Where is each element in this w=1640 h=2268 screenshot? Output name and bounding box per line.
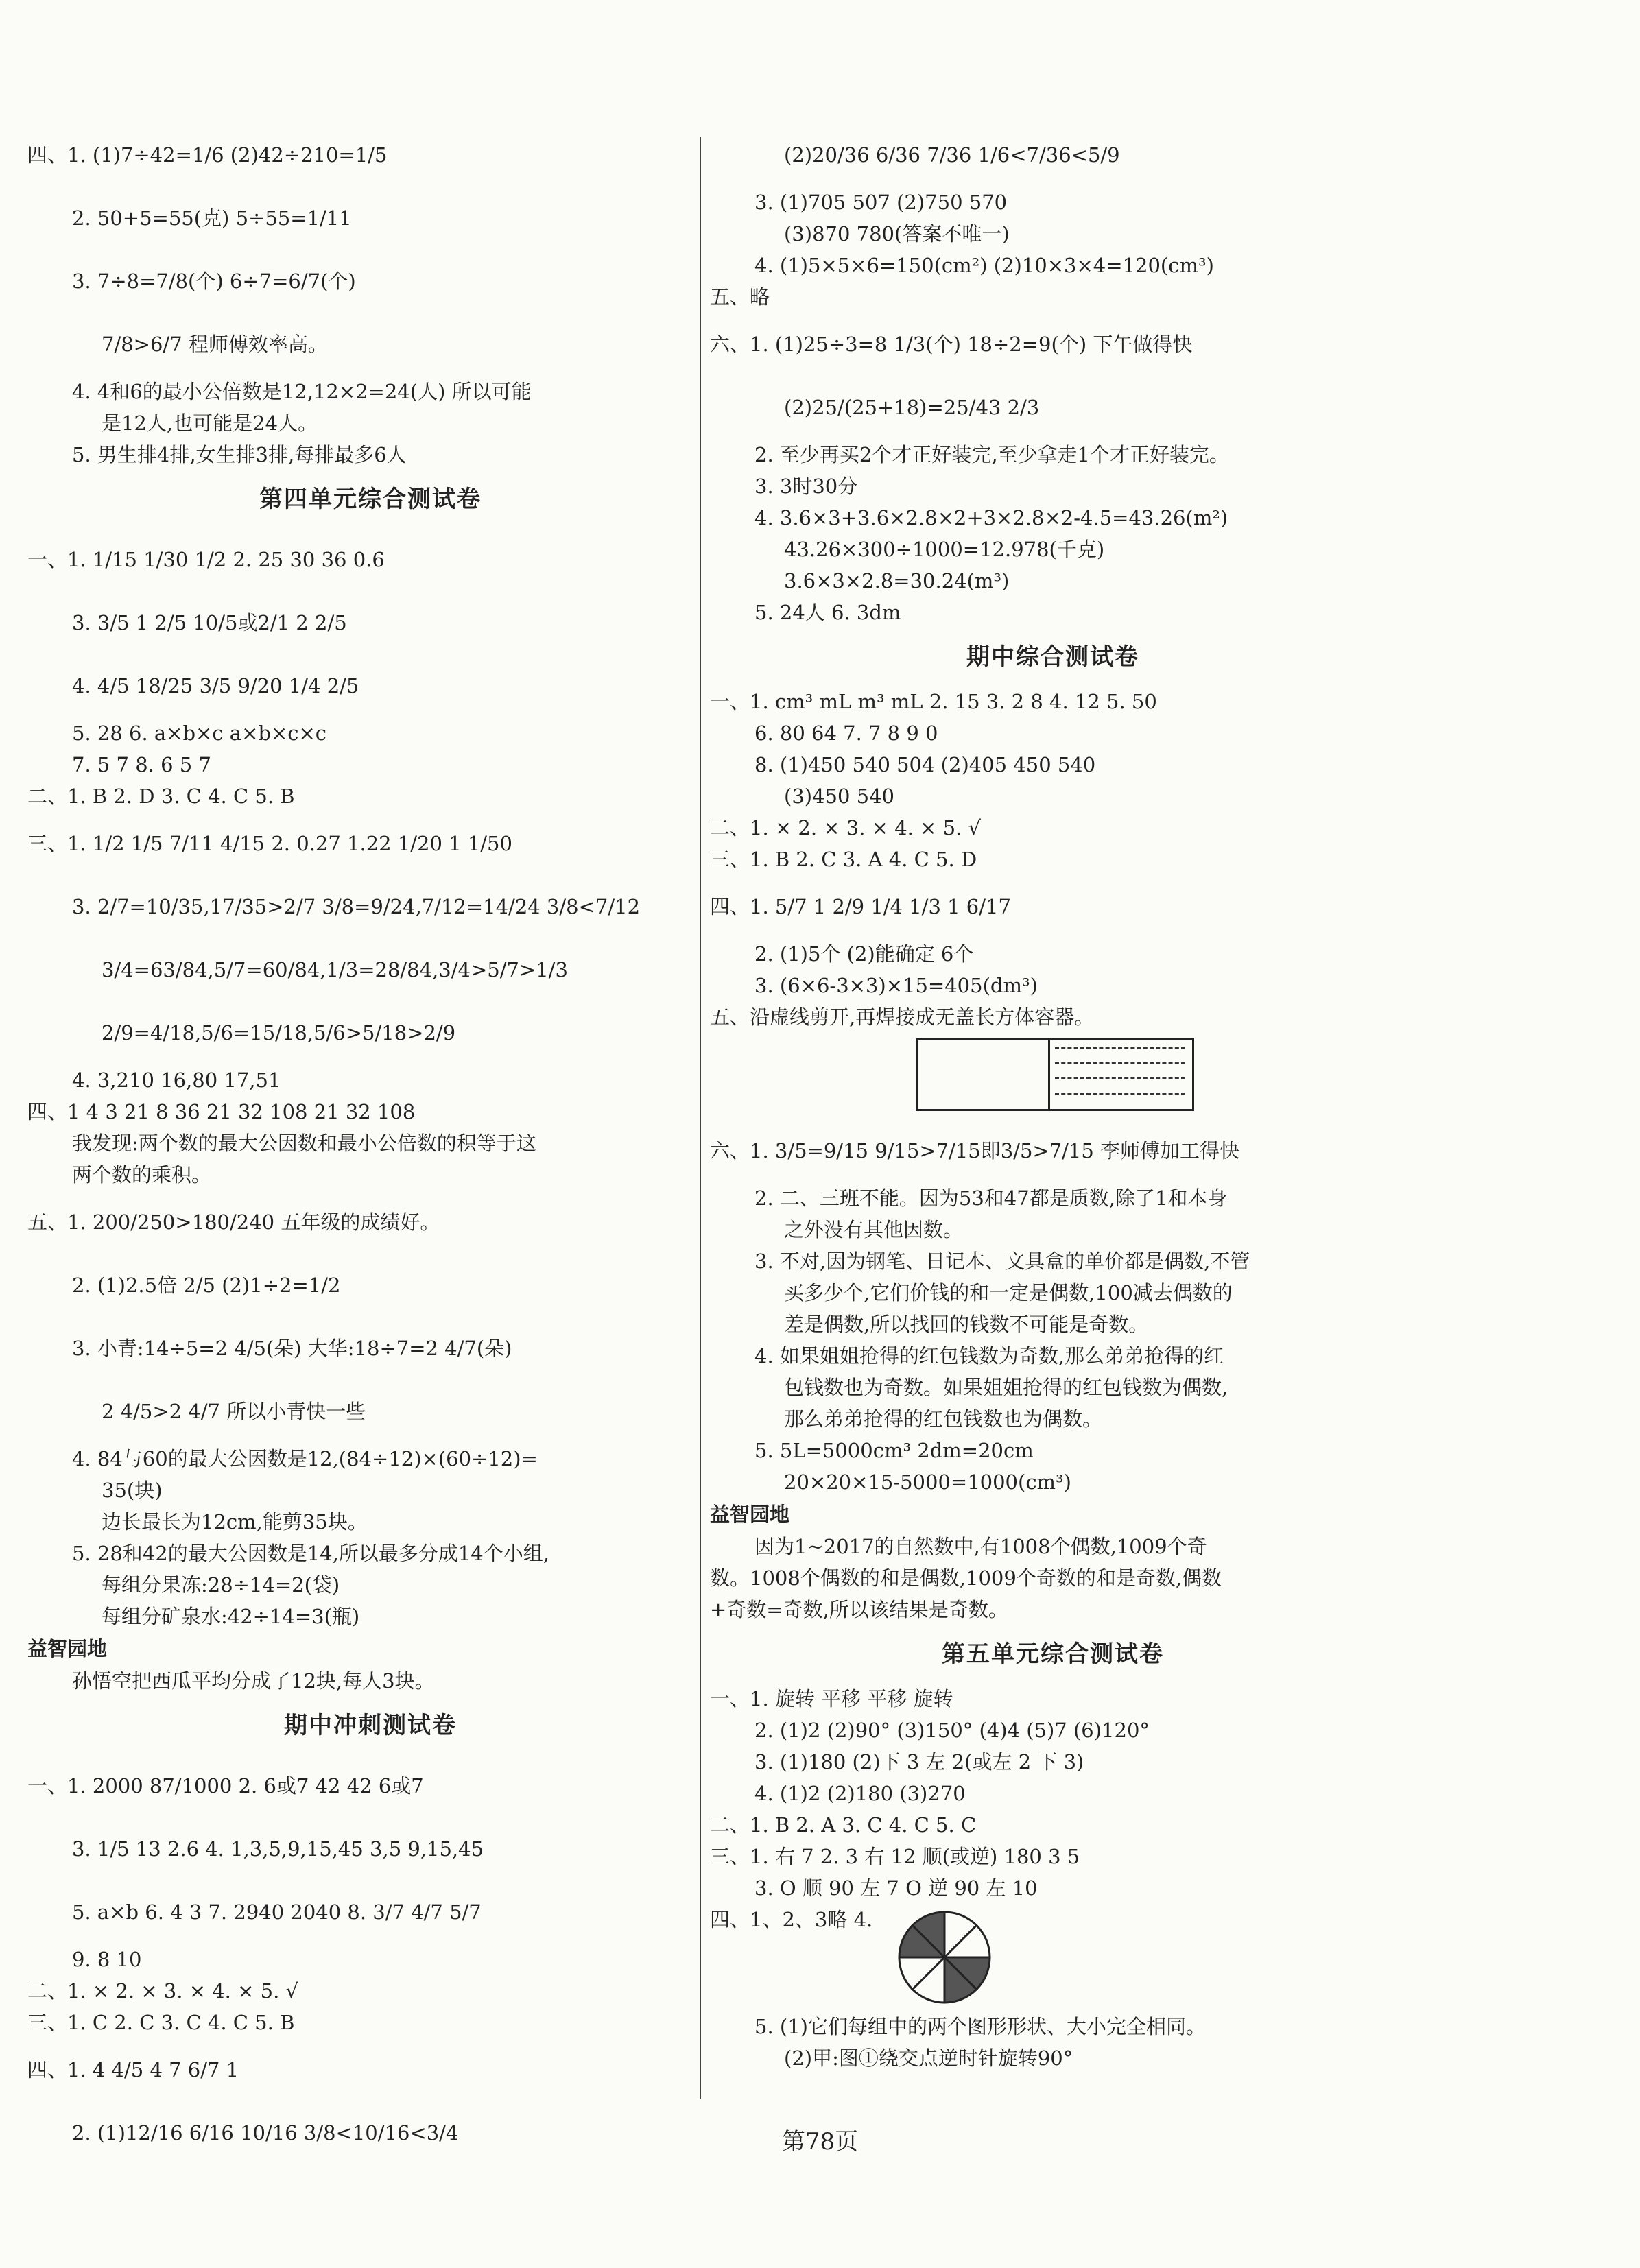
answer-line: 35(块) — [102, 1479, 163, 1502]
answer-line: 7/8>6/7 程师傅效率高。 — [102, 333, 328, 356]
answer-line: 孙悟空把西瓜平均分成了12块,每人3块。 — [72, 1669, 435, 1693]
answer-line: (2)甲:图①绕交点逆时针旋转90° — [784, 2046, 1073, 2070]
answer-line: 三、1. 1/2 1/5 7/11 4/15 2. 0.27 1.22 1/20 1 1/50 — [27, 832, 512, 855]
answer-line: 买多少个,它们价钱的和一定是偶数,100减去偶数的 — [784, 1281, 1233, 1304]
answer-line: 2. 50+5=55(克) 5÷55=1/11 — [72, 206, 352, 230]
answer-line: 3.6×3×2.8=30.24(m³) — [784, 569, 1010, 593]
answer-line: 那么弟弟抢得的红包钱数也为偶数。 — [784, 1407, 1103, 1431]
left-column — [27, 123, 713, 2164]
answer-line: 2. (1)5个 (2)能确定 6个 — [754, 942, 974, 966]
answer-line: (2)25/(25+18)=25/43 2/3 — [784, 396, 1040, 419]
answer-line: 数。1008个偶数的和是偶数,1009个奇数的和是奇数,偶数 — [710, 1566, 1222, 1590]
answer-line: 4. 4和6的最小公倍数是12,12×2=24(人) 所以可能 — [72, 380, 532, 403]
answer-line: 2/9=4/18,5/6=15/18,5/6>5/18>2/9 — [102, 1021, 456, 1045]
answer-line: 5. 5L=5000cm³ 2dm=20cm — [754, 1439, 1034, 1462]
answer-line: 四、1. 5/7 1 2/9 1/4 1/3 1 6/17 — [710, 895, 1011, 918]
answer-line: 4. 3,210 16,80 17,51 — [72, 1069, 281, 1092]
answer-line: 两个数的乘积。 — [72, 1163, 212, 1186]
answer-line: 边长最长为12cm,能剪35块。 — [102, 1510, 368, 1533]
section-heading: 期中综合测试卷 — [966, 643, 1139, 671]
answer-line: 二、1. B 2. A 3. C 4. C 5. C — [710, 1813, 977, 1837]
answer-line: 4. 4/5 18/25 3/5 9/20 1/4 2/5 — [72, 674, 359, 697]
answer-line: 5. 28和42的最大公因数是14,所以最多分成14个小组, — [72, 1542, 549, 1565]
subsection-heading: 益智园地 — [27, 1637, 108, 1660]
answer-line: 四、1 4 3 21 8 36 21 32 108 21 32 108 — [27, 1100, 416, 1123]
rotation-circle-figure — [895, 1908, 1005, 2011]
answer-line: 2 4/5>2 4/7 所以小青快一些 — [102, 1400, 366, 1423]
answer-line: (3)450 540 — [784, 785, 895, 808]
answer-line: (2)20/36 6/36 7/36 1/6<7/36<5/9 — [784, 143, 1120, 167]
answer-line: 2. (1)2 (2)90° (3)150° (4)4 (5)7 (6)120° — [754, 1719, 1150, 1742]
answer-line: +奇数=奇数,所以该结果是奇数。 — [710, 1598, 1008, 1621]
answer-line: 3. (1)705 507 (2)750 570 — [754, 191, 1008, 214]
cut-diagram — [916, 1038, 1194, 1111]
answer-line: 4. 84与60的最大公因数是12,(84÷12)×(60÷12)= — [72, 1447, 538, 1470]
answer-line: (3)870 780(答案不唯一) — [784, 222, 1010, 246]
answer-line: 4. (1)2 (2)180 (3)270 — [754, 1782, 966, 1805]
answer-line: 3. 1/5 13 2.6 4. 1,3,5,9,15,45 3,5 9,15,45 — [72, 1837, 484, 1861]
answer-line: 六、1. (1)25÷3=8 1/3(个) 18÷2=9(个) 下午做得快 — [710, 333, 1193, 356]
answer-line: 5. 28 6. a×b×c a×b×c×c — [72, 721, 327, 745]
section-heading: 第五单元综合测试卷 — [942, 1640, 1164, 1668]
subsection-heading: 益智园地 — [710, 1503, 790, 1526]
answer-line: 9. 8 10 — [72, 1948, 142, 1971]
answer-line: 因为1~2017的自然数中,有1008个偶数,1009个奇 — [754, 1535, 1207, 1558]
answer-line: 每组分矿泉水:42÷14=3(瓶) — [102, 1605, 360, 1628]
answer-line: 3. 7÷8=7/8(个) 6÷7=6/7(个) — [72, 270, 356, 293]
answer-line: 每组分果冻:28÷14=2(袋) — [102, 1573, 340, 1597]
answer-line: 3. (6×6-3×3)×15=405(dm³) — [754, 974, 1038, 997]
answer-line: 之外没有其他因数。 — [784, 1218, 964, 1241]
answer-line: 6. 80 64 7. 7 8 9 0 — [754, 721, 938, 745]
answer-line: 3. 3时30分 — [754, 475, 858, 498]
answer-line: 是12人,也可能是24人。 — [102, 411, 318, 435]
section-heading: 第四单元综合测试卷 — [259, 486, 482, 513]
answer-line: 3. 3/5 1 2/5 10/5或2/1 2 2/5 — [72, 611, 347, 634]
answer-line: 3. (1)180 (2)下 3 左 2(或左 2 下 3) — [754, 1750, 1084, 1774]
answer-line: 20×20×15-5000=1000(cm³) — [784, 1470, 1071, 1494]
answer-line: 3. 小青:14÷5=2 4/5(朵) 大华:18÷7=2 4/7(朵) — [72, 1337, 512, 1360]
answer-line: 三、1. B 2. C 3. A 4. C 5. D — [710, 848, 977, 871]
answer-line: 差是偶数,所以找回的钱数不可能是奇数。 — [784, 1313, 1149, 1336]
answer-line: 六、1. 3/5=9/15 9/15>7/15即3/5>7/15 李师傅加工得快 — [710, 1139, 1240, 1162]
answer-line: 3. O 顺 90 左 7 O 逆 90 左 10 — [754, 1876, 1038, 1900]
answer-line: 2. 二、三班不能。因为53和47都是质数,除了1和本身 — [754, 1186, 1228, 1210]
answer-line: 2. (1)2.5倍 2/5 (2)1÷2=1/2 — [72, 1274, 341, 1297]
answer-line: 三、1. C 2. C 3. C 4. C 5. B — [27, 2011, 295, 2034]
answer-line: 四、1. (1)7÷42=1/6 (2)42÷210=1/5 — [27, 143, 388, 167]
answer-line: 二、1. × 2. × 3. × 4. × 5. √ — [27, 1979, 298, 2003]
answer-line: 四、1、2、3略 4. — [710, 1908, 873, 1931]
answer-line: 我发现:两个数的最大公因数和最小公倍数的积等于这 — [72, 1132, 536, 1155]
answer-line: 5. (1)它们每组中的两个图形形状、大小完全相同。 — [754, 2015, 1206, 2038]
answer-line: 四、1. 4 4/5 4 7 6/7 1 — [27, 2058, 239, 2081]
answer-line: 一、1. cm³ mL m³ mL 2. 15 3. 2 8 4. 12 5. 50 — [710, 690, 1157, 713]
answer-line: 五、1. 200/250>180/240 五年级的成绩好。 — [27, 1210, 440, 1234]
answer-line: 一、1. 2000 87/1000 2. 6或7 42 42 6或7 — [27, 1774, 424, 1798]
answer-line: 二、1. B 2. D 3. C 4. C 5. B — [27, 785, 295, 808]
answer-line: 5. a×b 6. 4 3 7. 2940 2040 8. 3/7 4/7 5/7 — [72, 1900, 482, 1924]
answer-line: 3/4=63/84,5/7=60/84,1/3=28/84,3/4>5/7>1/3 — [102, 958, 568, 981]
answer-line: 五、沿虚线剪开,再焊接成无盖长方体容器。 — [710, 1005, 1095, 1029]
answer-line: 二、1. × 2. × 3. × 4. × 5. √ — [710, 816, 981, 839]
answer-line: 一、1. 1/15 1/30 1/2 2. 25 30 36 0.6 — [27, 548, 385, 571]
right-column — [710, 123, 1396, 2074]
answer-line: 5. 男生排4排,女生排3排,每排最多6人 — [72, 443, 407, 466]
answer-line: 7. 5 7 8. 6 5 7 — [72, 753, 211, 776]
answer-line: 5. 24人 6. 3dm — [754, 601, 901, 624]
section-heading: 期中冲刺测试卷 — [284, 1712, 457, 1739]
answer-line: 3. 不对,因为钢笔、日记本、文具盒的单价都是偶数,不管 — [754, 1250, 1250, 1273]
answer-line: 一、1. 旋转 平移 平移 旋转 — [710, 1687, 953, 1710]
answer-line: 三、1. 右 7 2. 3 右 12 顺(或逆) 180 3 5 — [710, 1845, 1080, 1868]
answer-line: 43.26×300÷1000=12.978(千克) — [784, 538, 1105, 561]
answer-line: 8. (1)450 540 504 (2)405 450 540 — [754, 753, 1096, 776]
answer-line: 2. (1)12/16 6/16 10/16 3/8<10/16<3/4 — [72, 2121, 459, 2145]
answer-line: 包钱数也为奇数。如果姐姐抢得的红包钱数为偶数, — [784, 1376, 1228, 1399]
page-number: 第78页 — [781, 2128, 859, 2156]
answer-line: 4. 如果姐姐抢得的红包钱数为奇数,那么弟弟抢得的红 — [754, 1344, 1224, 1368]
answer-line: 3. 2/7=10/35,17/35>2/7 3/8=9/24,7/12=14/24 3/8<7/12 — [72, 895, 641, 918]
answer-line: 2. 至少再买2个才正好装完,至少拿走1个才正好装完。 — [754, 443, 1230, 466]
answer-line: 4. (1)5×5×6=150(cm²) (2)10×3×4=120(cm³) — [754, 254, 1214, 277]
answer-line: 4. 3.6×3+3.6×2.8×2+3×2.8×2-4.5=43.26(m²) — [754, 506, 1228, 529]
answer-line: 五、略 — [710, 285, 770, 309]
